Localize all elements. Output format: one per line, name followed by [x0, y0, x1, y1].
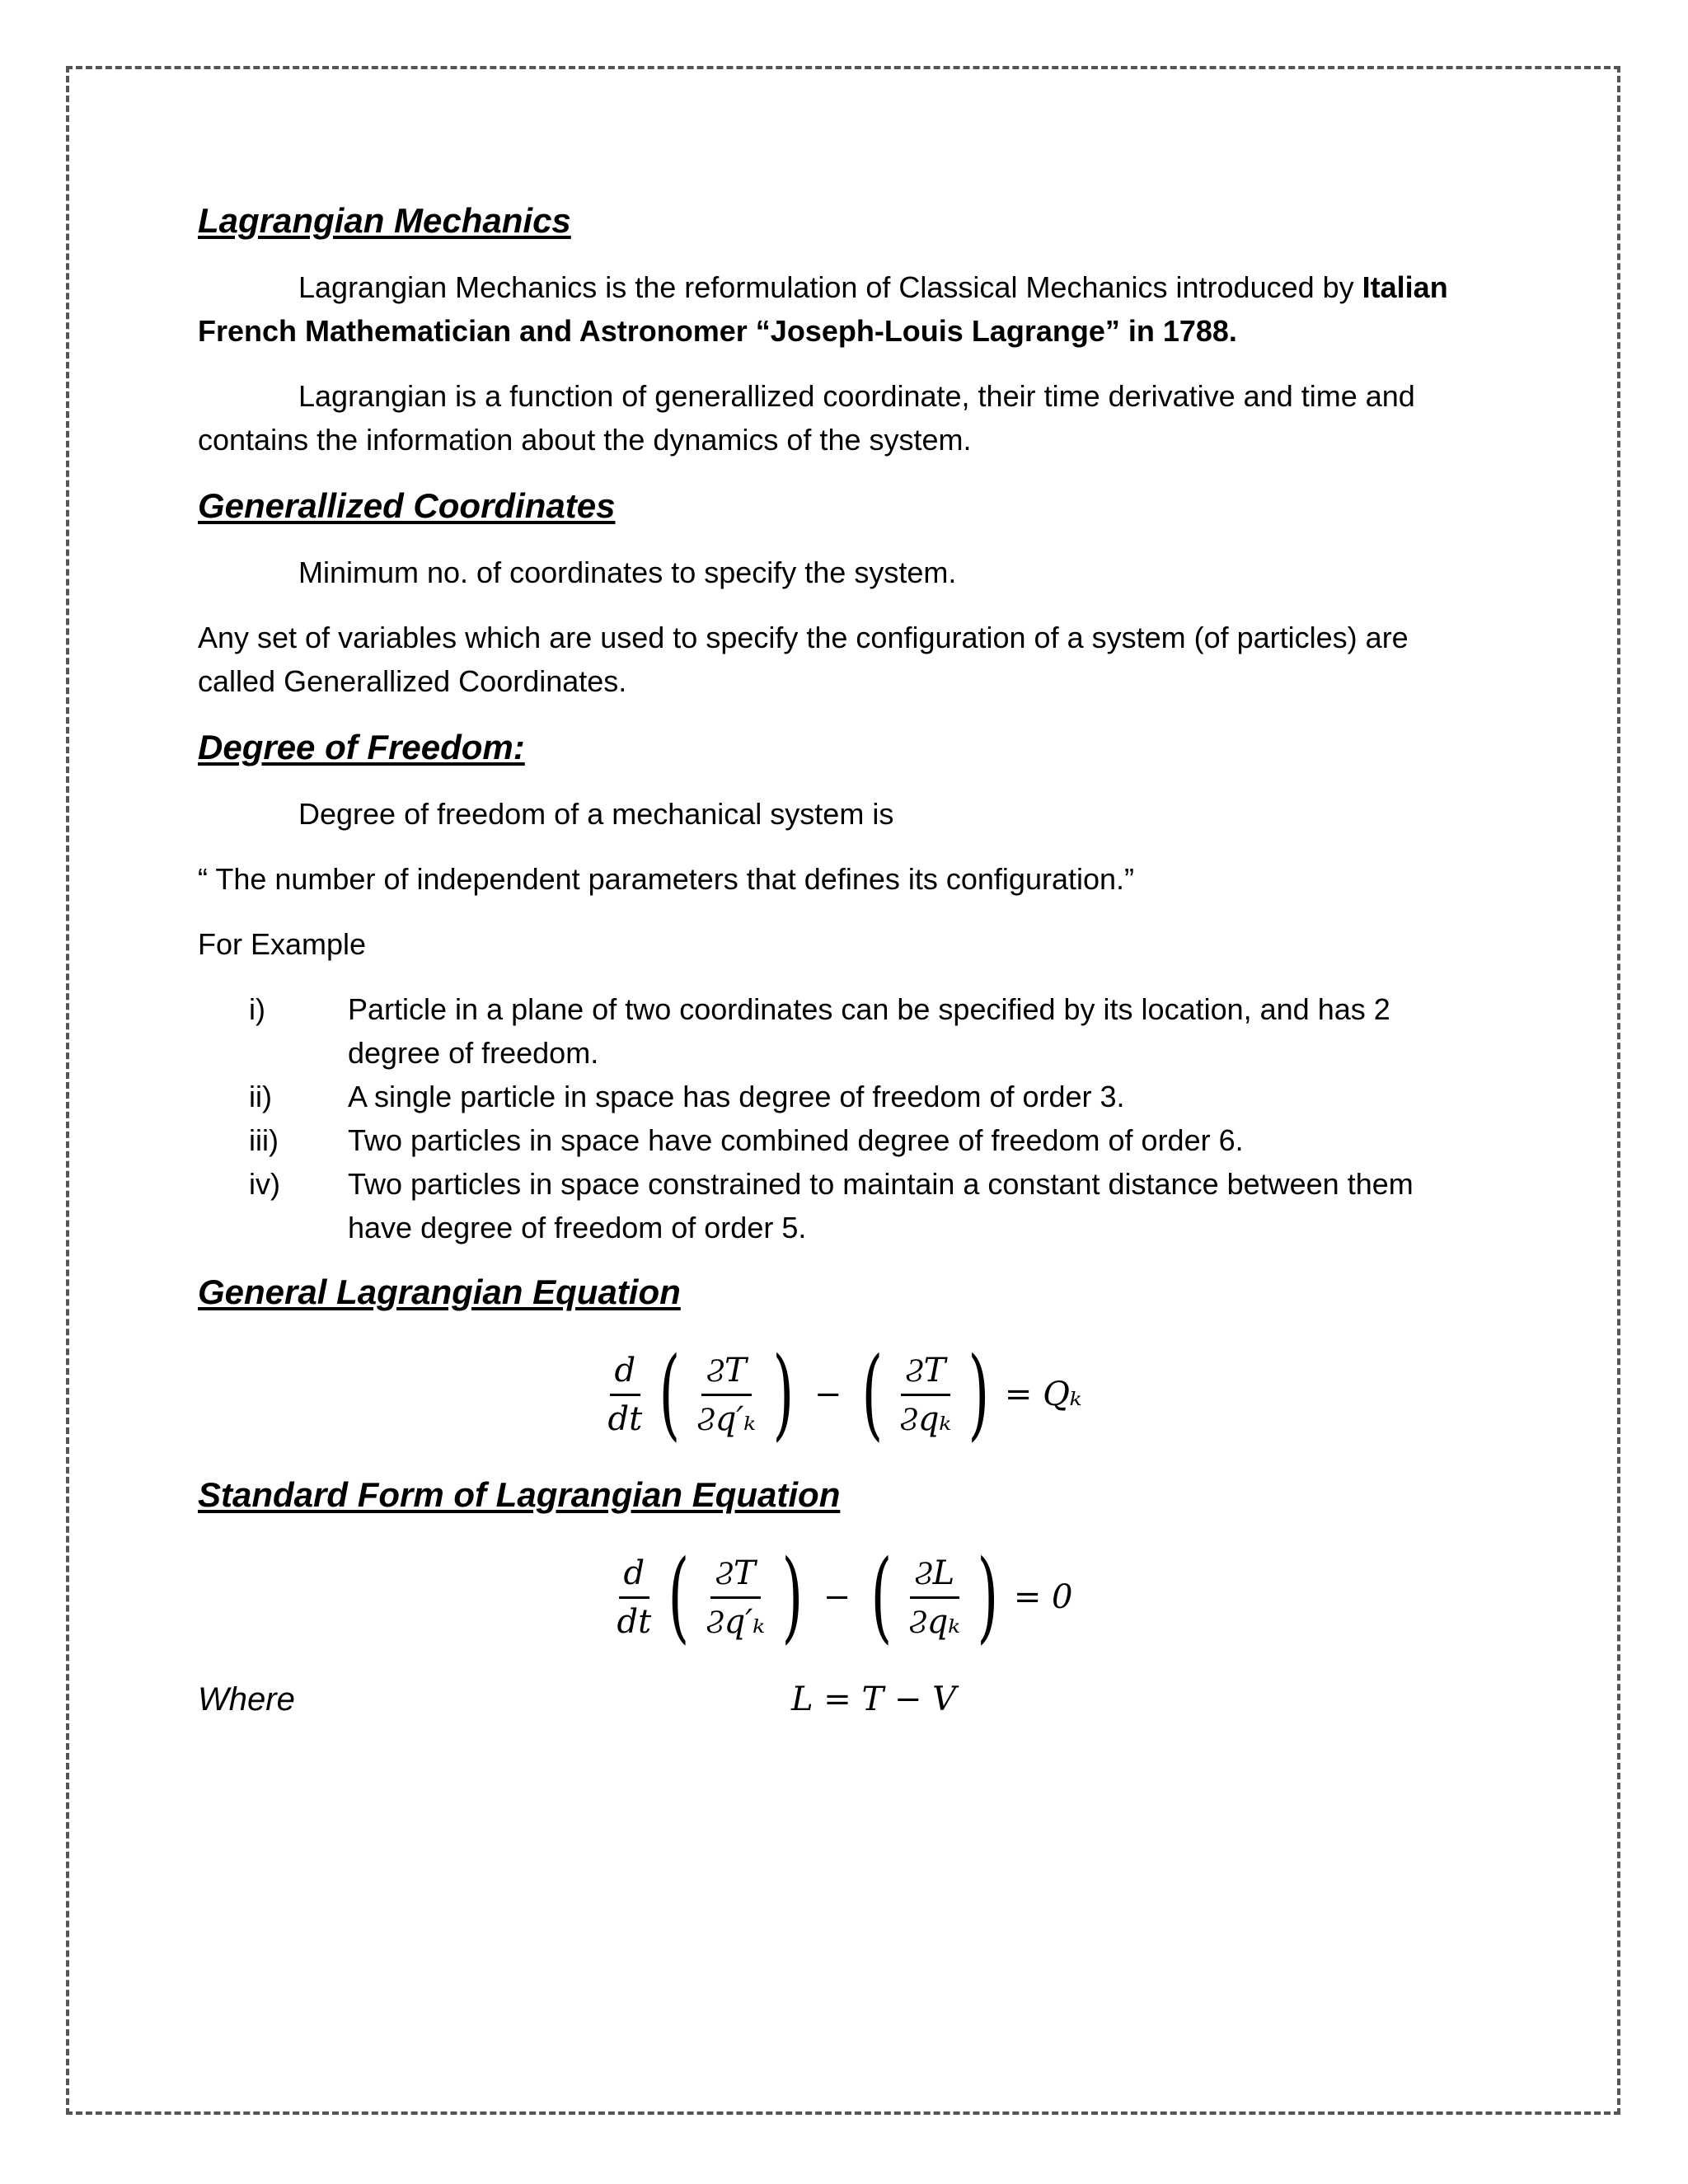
paragraph-lagrangian-definition: Lagrangian is a function of generallized coordinate, their time derivative and time and contains the information about the dynamics of the system. — [198, 379, 1415, 457]
eq-fraction-2: $\frac{ϨL}{\text{Ϩqₖ}}$ — [909, 1554, 960, 1641]
paragraph-dof-quote: “ The number of independent parameters that defines its configuration.” — [198, 862, 1135, 896]
paragraph-generalized-definition: Any set of variables which are used to specify the configuration of a system (of particles) are called Generallized Coordinates. — [198, 621, 1409, 698]
general-lagrangian-equation: $\frac{d}{dt}$ ( $\frac{ϨT}{\text{Ϩq′ₖ}}$ ) − ( $\frac{ϨT}{\text{Ϩqₖ}}$ ) = Qₖ — [198, 1337, 1484, 1452]
list-number: iv) — [249, 1167, 280, 1201]
list-number: i) — [249, 992, 265, 1026]
heading-generalized-coordinates: Generallized Coordinates — [198, 486, 616, 525]
eq-rhs: = Qₖ — [1004, 1375, 1082, 1413]
example-list — [198, 987, 1484, 1249]
where-label: Where — [198, 1680, 295, 1718]
list-item — [198, 1075, 1484, 1118]
list-item — [198, 1118, 1484, 1162]
heading-standard-form: Standard Form of Lagrangian Equation — [198, 1475, 841, 1514]
lagrangian-definition-equation: L = T − V — [791, 1680, 957, 1718]
list-text: Particle in a plane of two coordinates can be specified by its location, and has 2 degree of freedom. — [348, 992, 1390, 1070]
list-number: ii) — [249, 1080, 272, 1113]
paragraph-for-example: For Example — [198, 927, 367, 961]
paragraph-min-coordinates: Minimum no. of coordinates to specify the system. — [298, 555, 957, 589]
where-row — [198, 1675, 1484, 1724]
standard-lagrangian-equation: $\frac{d}{dt}$ ( $\frac{ϨT}{\text{Ϩq′ₖ}}$ ) − ( $\frac{ϨL}{\text{Ϩqₖ}}$ ) = 0 — [198, 1540, 1484, 1655]
list-number: iii) — [249, 1123, 279, 1157]
list-item — [198, 1162, 1484, 1249]
list-item — [198, 987, 1484, 1075]
heading-general-lagrangian-equation: General Lagrangian Equation — [198, 1272, 681, 1311]
eq-derivative-fraction: $\frac{d}{dt}$ — [617, 1554, 652, 1641]
eq-fraction-1: $\frac{ϨT}{\text{Ϩq′ₖ}}$ — [697, 1351, 756, 1438]
document-content — [198, 198, 1484, 1724]
eq-fraction-2: $\frac{ϨT}{\text{Ϩqₖ}}$ — [900, 1351, 952, 1438]
eq-fraction-1: $\frac{ϨT}{\text{Ϩq′ₖ}}$ — [706, 1554, 765, 1641]
list-text: Two particles in space constrained to maintain a constant distance between them have degree of freedom of order 5. — [348, 1167, 1414, 1244]
eq-derivative-fraction: $\frac{d}{dt}$ — [607, 1351, 643, 1438]
paragraph-dof-intro: Degree of freedom of a mechanical system is — [298, 797, 894, 831]
bold-lagrange: Italian French Mathematician and Astronomer “Joseph-Louis Lagrange” in 1788. — [198, 270, 1448, 348]
eq-rhs: = 0 — [1013, 1577, 1073, 1616]
heading-lagrangian-mechanics: Lagrangian Mechanics — [198, 201, 571, 240]
paragraph-intro: Lagrangian Mechanics is the reformulation of Classical Mechanics introduced by Italian French Mathematician and Astronomer “Joseph-Louis Lagrange” in 1788. — [198, 270, 1448, 348]
list-text: A single particle in space has degree of freedom of order 3. — [348, 1080, 1125, 1113]
list-text: Two particles in space have combined degree of freedom of order 6. — [348, 1123, 1244, 1157]
heading-degree-of-freedom: Degree of Freedom: — [198, 728, 525, 766]
